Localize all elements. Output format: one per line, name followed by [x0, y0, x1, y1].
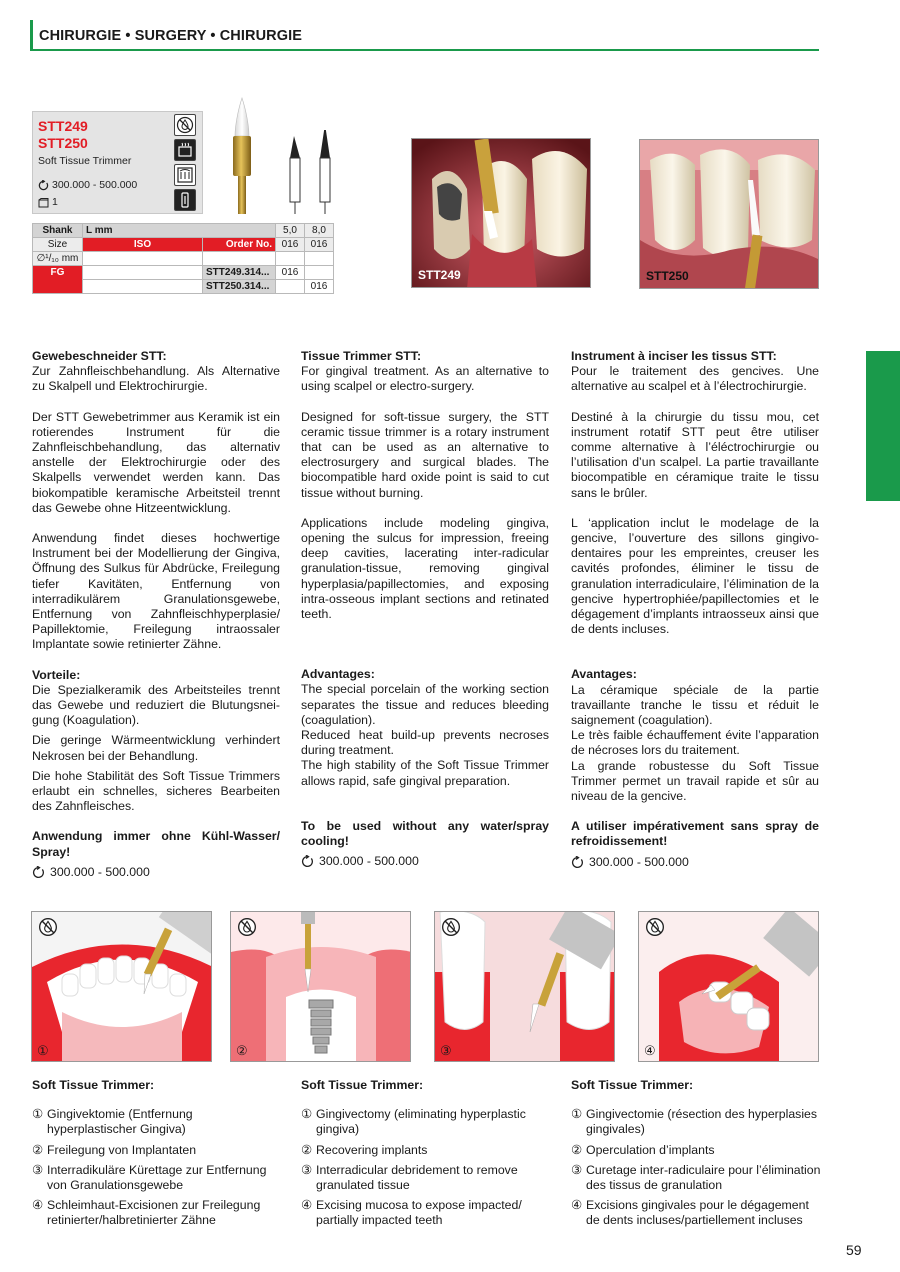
en-advantage-2: Reduced heat build-up prevents necroses during treatment. — [301, 728, 549, 758]
no-water-icon — [645, 917, 665, 941]
order-row-2-size-b: 016 — [305, 280, 334, 294]
page-number: 59 — [846, 1242, 862, 1258]
fr-advantage-1: La céramique spéciale de la partie travaillante tranche le tissu et réduit le saignement (coagulation). — [571, 682, 819, 728]
section-tab — [866, 351, 900, 501]
clinical-photo-stt249 — [411, 138, 591, 288]
en-advantages-title: Advantages: — [301, 667, 375, 682]
rotation-icon — [32, 866, 45, 879]
iso-label: ISO — [83, 238, 203, 252]
column-german — [32, 349, 280, 880]
fg-label: FG — [33, 266, 83, 294]
list-item: ② Freilegung von Implantaten — [32, 1142, 197, 1157]
list-item: ④ Schleimhaut-Excisionen zur Freilegung retinierter/halbretinierter Zähne — [32, 1198, 261, 1228]
en-paragraph-2: Applications include modeling gingiva, opening the sulcus for impression, freeing deep cavities, lacerating inter-radicular granulation-tissue, removing gingival hyperplasia/papillectomies, and exposing intra-osseous implant sections and retinated teeth. — [301, 515, 549, 622]
list-item: ② Recovering implants — [301, 1142, 428, 1157]
illustration-2 — [230, 911, 411, 1062]
order-row-1-size-b — [305, 266, 334, 280]
fr-paragraph-1: Destiné à la chirurgie du tissu mou, cet instrument rotatif STT peut être utiliser comme alternative à l’éléctrochirurgie ou l’utilisation d’un scalpel. La partie travaillante biocompatible en céramique traite le tissu sans le brûler. — [571, 409, 819, 500]
illustration-number: ① — [37, 1042, 49, 1058]
shank-label: Shank — [33, 224, 83, 238]
de-speed — [32, 865, 280, 880]
illustration-number: ② — [236, 1042, 248, 1058]
illustration-3 — [434, 911, 615, 1062]
illustration-number: ③ — [440, 1042, 452, 1058]
uses-german — [32, 1078, 282, 1229]
page-title: CHIRURGIE • SURGERY • CHIRURGIE — [39, 28, 303, 44]
lmm-label: L mm — [83, 224, 276, 238]
en-paragraph-1: Designed for soft-tissue surgery, the STT ceramic tissue trimmer is a rotary instrument that can be used as an alternative to electrosurgery and surgical blades. The biocompatible hard oxide point is said to cut tissue without burning. — [301, 409, 549, 500]
order-row-2-size-a — [276, 280, 305, 294]
length-2: 8,0 — [305, 224, 334, 238]
column-english — [301, 349, 549, 869]
illustration-number: ④ — [644, 1042, 656, 1058]
fr-advantage-2: Le très faible échauffement évite l’apparation de nécroses lors du traitement. — [571, 728, 819, 758]
no-water-icon — [237, 917, 257, 941]
rotation-icon — [301, 855, 314, 868]
list-item: ③ Interradicular debridement to remove granulated tissue — [301, 1162, 518, 1193]
product-name: Soft Tissue Trimmer — [38, 155, 132, 167]
illustration-1 — [31, 911, 212, 1062]
uses-fr-title: Soft Tissue Trimmer: — [571, 1078, 694, 1092]
en-intro: For gingival treatment. As an alternative to using scalpel or electro-surgery. — [301, 364, 549, 394]
list-item: ④ Excising mucosa to expose impacted/ partially impacted teeth — [301, 1198, 522, 1228]
fr-speed — [571, 855, 819, 870]
en-warning: To be used without any water/spray cooling! — [301, 818, 549, 849]
fr-intro: Pour le traitement des gencives. Une alternative au scalpel et à l’électrochirurgie. — [571, 364, 819, 394]
de-advantage-3: Die hohe Stabilität des Soft Tissue Trimmers erlaubt ein schnelles, sicheres Bearbeiten des Zahnfleisches. — [32, 768, 280, 814]
bur-drawings — [283, 130, 343, 216]
thermo-disinfector-icon — [174, 164, 196, 186]
order-row-1-size-a: 016 — [276, 266, 305, 280]
list-item: ① Gingivectomy (eliminating hyperplastic gingiva) — [301, 1107, 526, 1137]
product-code-2: STT250 — [38, 135, 88, 151]
uses-en-title: Soft Tissue Trimmer: — [301, 1078, 424, 1092]
de-advantage-2: Die geringe Wärmeentwicklung verhindert Nekrosen bei der Behandlung. — [32, 733, 280, 763]
product-code-1: STT249 — [38, 118, 88, 134]
fr-title: Instrument à inciser les tissus STT: — [571, 349, 777, 363]
uses-english — [301, 1078, 551, 1229]
de-title: Gewebeschneider STT: — [32, 349, 167, 363]
de-speed-value: 300.000 - 500.000 — [50, 864, 150, 879]
list-item: ① Gingivektomie (Entfernung hyperplastischer Gingiva) — [32, 1107, 193, 1137]
en-advantage-3: The high stability of the Soft Tissue Trimmer allows rapid, safe gingival preparation. — [301, 758, 549, 788]
no-water-icon — [441, 917, 461, 941]
diameter-label: ∅¹/₁₀ mm — [33, 252, 83, 266]
en-advantage-1: The special porcelain of the working section separates the tissue and reduces bleeding (coagulation). — [301, 682, 549, 727]
list-item: ① Gingivectomie (résection des hyperplasies gingivales) — [571, 1107, 818, 1137]
uses-french — [571, 1078, 821, 1229]
en-speed-value: 300.000 - 500.000 — [319, 854, 419, 869]
list-item: ③ Interradikuläre Kürettage zur Entfernung von Granulationsgewebe — [32, 1162, 267, 1193]
product-speed-value: 300.000 - 500.000 — [52, 179, 138, 192]
length-1: 5,0 — [276, 224, 305, 238]
rotation-icon — [571, 856, 584, 869]
photo-caption-2: STT250 — [646, 268, 689, 283]
de-advantages-title: Vorteile: — [32, 667, 81, 682]
de-warning: Anwendung immer ohne Kühl-Wasser/ Spray! — [32, 829, 280, 859]
product-icons — [174, 114, 198, 214]
no-water-icon — [174, 114, 196, 136]
order-row-1: STT249.314... — [203, 266, 276, 280]
product-speed — [38, 178, 137, 193]
spec-table — [32, 223, 334, 294]
product-pack-value: 1 — [52, 196, 58, 209]
no-water-icon — [38, 917, 58, 941]
clinical-photo-stt250 — [639, 139, 819, 289]
en-title: Tissue Trimmer STT: — [301, 349, 422, 363]
ultrasonic-icon — [174, 189, 196, 211]
product-pack — [38, 195, 137, 210]
photo-caption-1: STT249 — [418, 267, 461, 282]
list-item: ② Operculation d’implants — [571, 1142, 715, 1157]
illustration-4 — [638, 911, 819, 1062]
size-2: 016 — [305, 238, 334, 252]
list-item: ③ Curetage inter-radiculaire pour l’élimination des tissus de granulation — [571, 1162, 821, 1193]
order-row-2: STT250.314... — [203, 280, 276, 294]
en-speed — [301, 854, 549, 869]
de-paragraph-2: Anwendung findet dieses hochwertige Instrument bei der Modellierung der Gingiva, Öffnung des Sulkus für Abdrücke, Freilegung tiefer Kavitäten, Entfernung von interradikulärem Granulationsgewebe, Entfernung von Zahnfleischhyperplasie/ Papillektomie, Freilegung intraossaler Implantate sowie retinierter Zähne. — [32, 531, 280, 652]
list-item: ④ Excisions gingivales pour le dégagement de dents incluses/partiellement incluses — [571, 1198, 809, 1228]
header-accent-bar — [30, 20, 33, 50]
fr-advantage-3: La grande robustesse du Soft Tissue Trimmer permet un travail rapide et sûr au niveau de la gencive. — [571, 758, 819, 804]
header-rule — [30, 49, 819, 51]
fr-paragraph-2: L ‘application inclut le modelage de la gencive, l’ouverture des sillons gingivodentaires pour les empreintes, creuser les cavités profondes, éliminer le tissu de granulation interradiculaire, l’élimination de la gencive hypertrophiée/papillectomies et le dégagement d’implants intraosseux ainsi que de dents incluses. — [571, 515, 819, 637]
column-french — [571, 349, 819, 870]
order-label: Order No. — [203, 238, 276, 252]
size-1: 016 — [276, 238, 305, 252]
de-intro: Zur Zahnfleischbehandlung. Als Alternative zu Skalpell und Elektrochirurgie. — [32, 364, 280, 394]
uses-de-title: Soft Tissue Trimmer: — [32, 1078, 155, 1092]
fr-warning: A utiliser impérativement sans spray de refroidissement! — [571, 819, 819, 849]
bur-photo — [218, 96, 266, 218]
package-icon — [38, 198, 49, 208]
autoclave-icon — [174, 139, 196, 161]
fr-speed-value: 300.000 - 500.000 — [589, 854, 689, 869]
de-advantage-1: Die Spezialkeramik des Arbeitsteiles trennt das Gewebe und reduziert die Blutungsneigung (Koagulation). — [32, 682, 280, 728]
size-label: Size — [33, 238, 83, 252]
fr-advantages-title: Avantages: — [571, 667, 637, 682]
de-paragraph-1: Der STT Gewebetrimmer aus Keramik ist ein rotierendes Instrument für die Zahnfleischbehandlung, das alternativ anstelle der Elektrochirurgie oder des Skalpells verwendet werden kann. Das biokompatible keramische Arbeitsteil trennt das Gewebe ohne Hitzeentwicklung. — [32, 409, 280, 515]
rotation-icon — [38, 180, 49, 191]
